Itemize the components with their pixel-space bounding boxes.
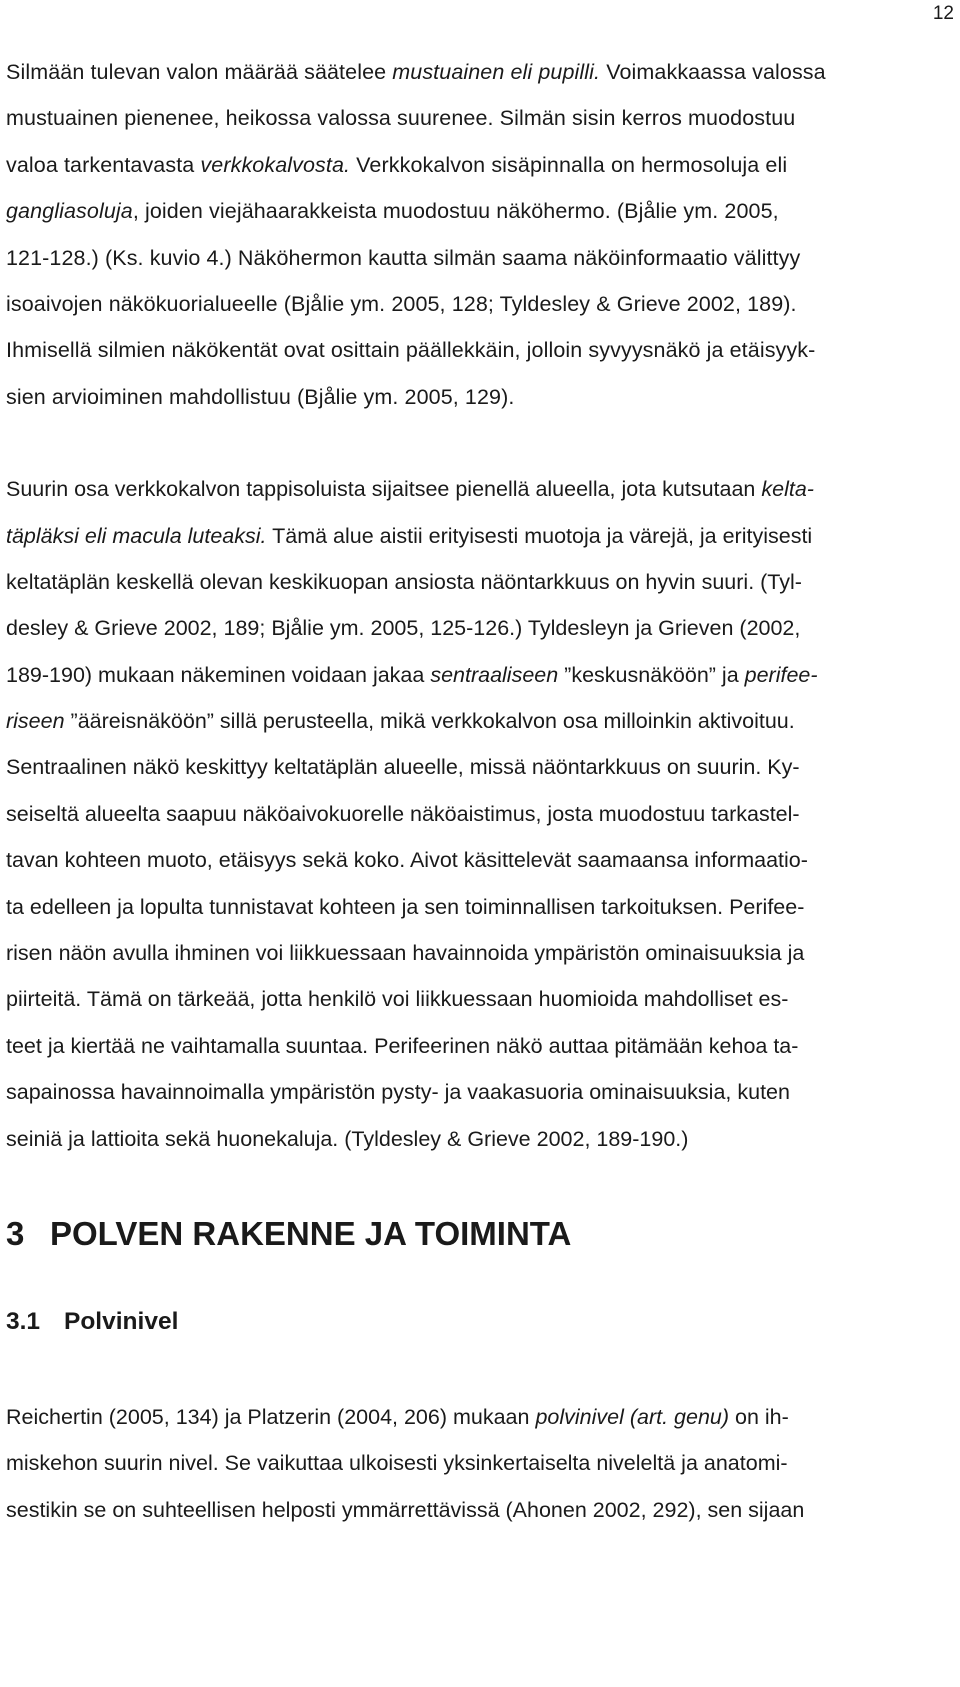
text-line bbox=[6, 930, 950, 976]
text-segment: piirteitä. Tämä on tärkeää, jotta henkilö voi liikkuessaan huomioida mahdolliset es- bbox=[6, 987, 789, 1012]
text-segment: valoa tarkentavasta bbox=[6, 152, 201, 177]
text-line bbox=[6, 466, 950, 512]
text-line bbox=[6, 837, 950, 883]
text-segment: ta edelleen ja lopulta tunnistavat kohteen ja sen toiminnallisen tarkoituksen. Perifee- bbox=[6, 894, 805, 919]
paragraph-vision-pupil bbox=[6, 49, 950, 420]
text-segment: sien arvioiminen mahdollistuu (Bjålie ym. 2005, 129). bbox=[6, 384, 515, 409]
text-segment: Reichertin (2005, 134) ja Platzerin (2004, 206) mukaan bbox=[6, 1404, 536, 1429]
text-segment: ”ääreisnäköön” sillä perusteella, mikä verkkokalvon osa milloinkin aktivoituu. bbox=[64, 709, 795, 734]
text-segment: on ih- bbox=[729, 1404, 789, 1429]
text-segment: seiseltä alueelta saapuu näköaivokuorelle näköaistimus, josta muodostuu tarkastel- bbox=[6, 801, 800, 826]
italic-term: täpläksi eli macula luteaksi. bbox=[6, 523, 267, 548]
text-line bbox=[6, 652, 950, 698]
text-segment: Voimakkaassa valossa bbox=[600, 60, 826, 84]
text-line bbox=[6, 513, 950, 559]
text-line bbox=[6, 95, 950, 141]
text-line bbox=[6, 884, 950, 930]
text-segment: Ihmisellä silmien näkökentät ovat osittain päällekkäin, jolloin syvyysnäkö ja etäisyyk- bbox=[6, 338, 816, 363]
heading-chapter-3 bbox=[6, 1212, 950, 1256]
text-line bbox=[6, 605, 950, 651]
text-segment: sapainossa havainnoimalla ympäristön pysty- ja vaakasuoria ominaisuuksia, kuten bbox=[6, 1080, 790, 1105]
italic-term: verkkokalvosta. bbox=[200, 152, 351, 177]
text-line bbox=[6, 235, 950, 281]
text-line bbox=[6, 281, 950, 327]
paragraph-knee-joint bbox=[6, 1394, 950, 1533]
text-line bbox=[6, 791, 950, 837]
text-segment: isoaivojen näkökuorialueelle (Bjålie ym. 2005, 128; Tyldesley & Grieve 2002, 189). bbox=[6, 291, 797, 316]
text-segment: Sentraalinen näkö keskittyy keltatäplän alueelle, missä näöntarkkuus on suurin. Ky- bbox=[6, 755, 800, 780]
text-line bbox=[6, 559, 950, 605]
text-line bbox=[6, 1023, 950, 1069]
text-line bbox=[6, 327, 950, 373]
page-number: 12 bbox=[932, 3, 954, 24]
text-segment: , joiden viejähaarakkeista muodostuu näköhermo. (Bjålie ym. 2005, bbox=[132, 199, 779, 224]
heading-section-3-1 bbox=[6, 1304, 950, 1340]
text-segment: mustuainen pienenee, heikossa valossa suurenee. Silmän sisin kerros muodostuu bbox=[6, 106, 796, 131]
italic-term: gangliasoluja bbox=[6, 199, 133, 224]
heading-title: Polvinivel bbox=[64, 1307, 179, 1335]
text-segment: teet ja kiertää ne vaihtamalla suuntaa. Perifeerinen näkö auttaa pitämään kehoa ta- bbox=[6, 1033, 799, 1058]
italic-term: mustuainen eli pupilli. bbox=[392, 60, 601, 84]
text-segment: Silmään tulevan valon määrää säätelee bbox=[6, 60, 393, 84]
text-line bbox=[6, 744, 950, 790]
text-line bbox=[6, 1116, 950, 1162]
text-line bbox=[6, 188, 950, 234]
text-line bbox=[6, 374, 950, 420]
italic-term: polvinivel (art. genu) bbox=[535, 1404, 730, 1429]
text-segment: Tämä alue aistii erityisesti muotoja ja värejä, ja erityisesti bbox=[266, 523, 813, 548]
text-line bbox=[6, 49, 950, 95]
text-line bbox=[6, 1487, 950, 1533]
text-line bbox=[6, 1394, 950, 1440]
page-content bbox=[6, 49, 950, 1533]
text-segment: Suurin osa verkkokalvon tappisoluista sijaitsee pienellä alueella, jota kutsutaan bbox=[6, 477, 762, 502]
text-segment: Verkkokalvon sisäpinnalla on hermosoluja eli bbox=[350, 152, 788, 177]
text-segment: keltatäplän keskellä olevan keskikuopan ansiosta näöntarkkuus on hyvin suuri. (Tyl- bbox=[6, 569, 802, 594]
italic-term: kelta- bbox=[761, 477, 814, 502]
text-line bbox=[6, 1069, 950, 1115]
text-line bbox=[6, 1440, 950, 1486]
text-segment: miskehon suurin nivel. Se vaikuttaa ulkoisesti yksinkertaiselta niveleltä ja anatomi- bbox=[6, 1451, 788, 1476]
text-segment: 121-128.) (Ks. kuvio 4.) Näköhermon kautta silmän saama näköinformaatio välittyy bbox=[6, 245, 801, 270]
text-line bbox=[6, 698, 950, 744]
text-segment: 189-190) mukaan näkeminen voidaan jakaa bbox=[6, 662, 431, 687]
text-line bbox=[6, 142, 950, 188]
heading-number: 3.1 bbox=[6, 1307, 41, 1335]
heading-title: POLVEN RAKENNE JA TOIMINTA bbox=[50, 1214, 572, 1252]
italic-term: perifee- bbox=[744, 662, 818, 687]
text-segment: seiniä ja lattioita sekä huonekaluja. (Tyldesley & Grieve 2002, 189-190.) bbox=[6, 1126, 689, 1151]
italic-term: sentraaliseen bbox=[430, 662, 559, 687]
paragraph-retina-vision bbox=[6, 466, 950, 1162]
italic-term: riseen bbox=[6, 709, 65, 734]
text-line bbox=[6, 976, 950, 1022]
text-segment: desley & Grieve 2002, 189; Bjålie ym. 2005, 125-126.) Tyldesleyn ja Grieven (2002, bbox=[6, 616, 801, 641]
text-segment: tavan kohteen muoto, etäisyys sekä koko. Aivot käsittelevät saamaansa informaatio- bbox=[6, 848, 808, 873]
text-segment: ”keskusnäköön” ja bbox=[558, 662, 745, 687]
heading-number: 3 bbox=[6, 1214, 25, 1252]
text-segment: risen näön avulla ihminen voi liikkuessaan havainnoida ympäristön ominaisuuksia ja bbox=[6, 941, 805, 966]
text-segment: sestikin se on suhteellisen helposti ymmärrettävissä (Ahonen 2002, 292), sen sijaan bbox=[6, 1497, 805, 1522]
